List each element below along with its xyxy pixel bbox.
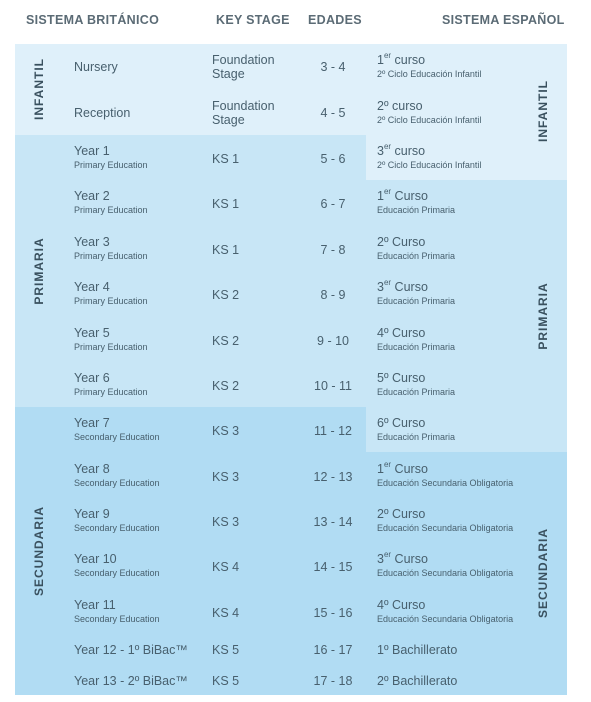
key-stage-cell: KS 1 <box>212 152 240 166</box>
ages-cell: 7 - 8 <box>320 243 346 257</box>
british-course-stage: Secondary Education <box>74 523 160 533</box>
british-course-cell <box>74 371 148 398</box>
british-course-cell <box>74 189 148 216</box>
british-course-cell <box>74 674 188 688</box>
key-stage-cell: KS 3 <box>212 470 240 484</box>
ages-cell: 12 - 13 <box>313 470 353 484</box>
british-course-stage: Primary Education <box>74 342 148 352</box>
spanish-course-name <box>377 549 513 566</box>
british-course-name: Year 9 <box>74 507 110 521</box>
spanish-course-word: curso <box>391 53 426 67</box>
spanish-course-stage: Educación Secundaria Obligatoria <box>377 478 514 488</box>
ages-cell: 16 - 17 <box>313 643 353 657</box>
spanish-course-name <box>377 598 513 612</box>
spanish-course-number: 2º <box>377 674 389 688</box>
spanish-course-stage: Educación Primaria <box>377 387 456 397</box>
ages-cell: 15 - 16 <box>313 606 353 620</box>
spanish-course-cell <box>377 459 514 489</box>
british-course-cell <box>74 60 118 74</box>
ages-cell: 3 - 4 <box>320 60 346 74</box>
key-stage-cell: KS 2 <box>212 288 240 302</box>
british-course-stage: Primary Education <box>74 160 148 170</box>
spanish-course-number: 5º <box>377 371 389 385</box>
spanish-course-stage: Educación Primaria <box>377 296 456 306</box>
spanish-course-stage: 2º Ciclo Educación Infantil <box>377 69 482 79</box>
key-stage-cell: KS 5 <box>212 674 240 688</box>
key-stage-cell: Foundation Stage <box>212 53 275 81</box>
british-course-cell <box>74 326 148 353</box>
spanish-course-number: 3 <box>377 280 384 294</box>
spanish-course-number: 4º <box>377 598 389 612</box>
spanish-course-cell <box>377 507 513 534</box>
spanish-course-ordinal: er <box>383 277 392 287</box>
spanish-course-number: 2º <box>377 507 389 521</box>
british-course-stage: Secondary Education <box>74 568 160 578</box>
spanish-course-word: Curso <box>391 462 428 476</box>
spanish-course-name <box>377 99 481 113</box>
ages-cell: 4 - 5 <box>320 106 346 120</box>
spanish-course-number: 1º <box>377 643 389 657</box>
header-british-system: SISTEMA BRITÁNICO <box>26 13 160 27</box>
british-course-stage: Secondary Education <box>74 432 160 442</box>
british-course-cell <box>74 144 148 171</box>
british-primaria-band <box>15 135 366 407</box>
header-spanish-system: SISTEMA ESPAÑOL <box>442 13 565 27</box>
british-course-stage: Secondary Education <box>74 478 160 488</box>
spanish-course-word: Curso <box>391 280 428 294</box>
right-label-infantil: INFANTIL <box>536 80 550 142</box>
spanish-course-name <box>377 459 513 476</box>
spanish-course-cell <box>377 277 456 307</box>
spanish-course-word: Curso <box>388 235 426 249</box>
key-stage-cell: KS 3 <box>212 424 240 438</box>
spanish-course-stage: Educación Primaria <box>377 432 456 442</box>
spanish-course-word: Curso <box>388 507 426 521</box>
left-label-infantil: INFANTIL <box>32 58 46 120</box>
spanish-course-name <box>377 643 457 657</box>
spanish-course-number: 6º <box>377 416 389 430</box>
spanish-course-number: 3 <box>377 144 384 158</box>
british-course-name: Year 7 <box>74 416 110 430</box>
spanish-course-word: Bachillerato <box>388 674 458 688</box>
british-course-name: Year 8 <box>74 462 110 476</box>
spanish-course-word: Curso <box>391 189 428 203</box>
spanish-course-word: Curso <box>388 371 426 385</box>
spanish-course-stage: Educación Primaria <box>377 251 456 261</box>
british-course-name: Year 11 <box>74 598 116 612</box>
british-course-cell <box>74 462 160 489</box>
british-course-name: Nursery <box>74 60 118 74</box>
key-stage-cell: KS 1 <box>212 197 240 211</box>
ages-cell: 13 - 14 <box>313 515 353 529</box>
spanish-course-name <box>377 141 481 158</box>
spanish-course-name <box>377 50 481 67</box>
right-label-primaria: PRIMARIA <box>536 282 550 350</box>
british-course-stage: Primary Education <box>74 251 148 261</box>
british-course-cell <box>74 507 160 534</box>
spanish-course-ordinal: er <box>383 186 392 196</box>
british-course-name: Year 13 - 2º BiBac™ <box>74 674 188 688</box>
british-course-stage: Primary Education <box>74 387 148 397</box>
british-course-name: Year 2 <box>74 189 110 203</box>
key-stage-cell: KS 4 <box>212 606 240 620</box>
spanish-course-number: 1 <box>377 189 384 203</box>
spanish-course-stage: 2º Ciclo Educación Infantil <box>377 115 482 125</box>
ages-cell: 17 - 18 <box>313 674 353 688</box>
ages-cell: 6 - 7 <box>320 197 346 211</box>
spanish-course-number: 4º <box>377 326 389 340</box>
spanish-course-cell <box>377 371 455 398</box>
spanish-course-ordinal: er <box>383 549 392 559</box>
spanish-course-name <box>377 507 513 521</box>
spanish-course-stage: 2º Ciclo Educación Infantil <box>377 160 482 170</box>
spanish-course-ordinal: er <box>383 459 392 469</box>
spanish-course-word: Curso <box>388 326 426 340</box>
british-course-cell <box>74 598 160 625</box>
spanish-course-number: 1 <box>377 53 384 67</box>
key-stage-cell: KS 2 <box>212 334 240 348</box>
spanish-course-number: 2º <box>377 99 389 113</box>
spanish-course-word: curso <box>391 144 426 158</box>
british-course-cell <box>74 643 188 657</box>
key-stage-cell: KS 2 <box>212 379 240 393</box>
ages-cell: 8 - 9 <box>320 288 346 302</box>
spanish-course-cell <box>377 235 455 262</box>
spanish-course-word: curso <box>388 99 423 113</box>
left-label-primaria: PRIMARIA <box>32 237 46 305</box>
spanish-course-name <box>377 371 455 385</box>
spanish-course-ordinal: er <box>383 50 392 60</box>
spanish-course-word: Curso <box>391 552 428 566</box>
british-course-name: Year 12 - 1º BiBac™ <box>74 643 188 657</box>
ages-cell: 11 - 12 <box>314 424 352 438</box>
spanish-course-cell <box>377 598 513 625</box>
spanish-course-number: 3 <box>377 552 384 566</box>
header-ages: EDADES <box>308 13 362 27</box>
british-course-name: Year 3 <box>74 235 110 249</box>
ages-cell: 14 - 15 <box>313 560 353 574</box>
british-course-name: Year 5 <box>74 326 110 340</box>
spanish-course-cell <box>377 99 481 126</box>
spanish-course-stage: Educación Secundaria Obligatoria <box>377 523 514 533</box>
spanish-course-name <box>377 186 455 203</box>
spanish-course-cell <box>377 674 457 688</box>
british-infantil-band <box>15 44 366 135</box>
british-course-cell <box>74 280 148 307</box>
right-label-secundaria: SECUNDARIA <box>536 527 550 619</box>
british-course-name: Year 10 <box>74 552 117 566</box>
key-stage-cell: Foundation Stage <box>212 99 275 127</box>
spanish-course-cell <box>377 416 455 443</box>
british-course-name: Year 6 <box>74 371 110 385</box>
spanish-course-cell <box>377 141 482 171</box>
spanish-course-cell <box>377 326 455 353</box>
british-course-stage: Primary Education <box>74 296 148 306</box>
british-course-cell <box>74 106 130 120</box>
british-course-stage: Secondary Education <box>74 614 160 624</box>
spanish-course-word: Curso <box>388 416 426 430</box>
spanish-course-name <box>377 416 455 430</box>
spanish-course-word: Curso <box>388 598 426 612</box>
spanish-course-word: Bachillerato <box>388 643 458 657</box>
spanish-course-cell <box>377 50 482 80</box>
british-course-name: Reception <box>74 106 131 120</box>
key-stage-cell: KS 1 <box>212 243 240 257</box>
ages-cell: 5 - 6 <box>320 152 346 166</box>
spanish-course-cell <box>377 643 457 657</box>
spanish-course-number: 1 <box>377 462 384 476</box>
spanish-course-number: 2º <box>377 235 389 249</box>
british-course-cell <box>74 552 160 579</box>
key-stage-cell: KS 5 <box>212 643 240 657</box>
header-key-stage: KEY STAGE <box>216 13 290 27</box>
spanish-course-name <box>377 326 455 340</box>
ages-cell: 9 - 10 <box>317 334 349 348</box>
spanish-course-stage: Educación Primaria <box>377 342 456 352</box>
spanish-course-ordinal: er <box>383 141 392 151</box>
spanish-course-stage: Educación Secundaria Obligatoria <box>377 614 514 624</box>
spanish-course-name <box>377 277 455 294</box>
left-label-secundaria: SECUNDARIA <box>32 505 46 597</box>
spanish-course-name <box>377 235 455 249</box>
key-stage-cell: KS 3 <box>212 515 240 529</box>
spanish-course-cell <box>377 186 456 216</box>
spanish-course-stage: Educación Primaria <box>377 205 456 215</box>
british-course-cell <box>74 416 160 443</box>
spanish-course-name <box>377 674 457 688</box>
british-course-name: Year 4 <box>74 280 110 294</box>
british-course-stage: Primary Education <box>74 205 148 215</box>
spanish-course-cell <box>377 549 514 579</box>
key-stage-cell: KS 4 <box>212 560 240 574</box>
ages-cell: 10 - 11 <box>314 379 352 393</box>
british-course-cell <box>74 235 148 262</box>
british-course-name: Year 1 <box>74 144 110 158</box>
spanish-course-stage: Educación Secundaria Obligatoria <box>377 568 514 578</box>
